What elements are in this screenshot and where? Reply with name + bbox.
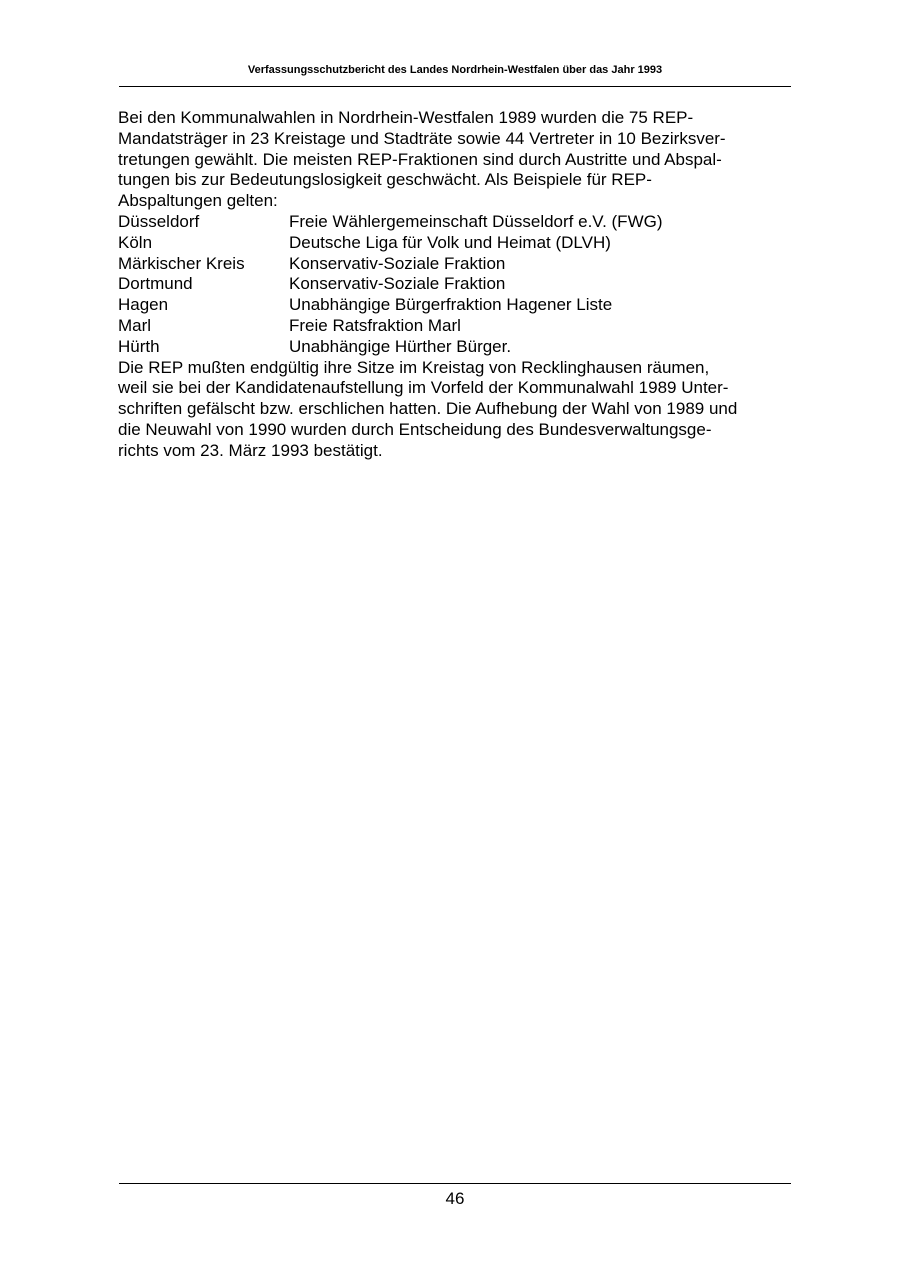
group-cell: Freie Ratsfraktion Marl	[289, 315, 461, 335]
place-cell: Hagen	[118, 295, 169, 315]
place-cell: Düsseldorf	[118, 211, 200, 231]
table-row	[118, 295, 663, 316]
footer-rule	[119, 1183, 791, 1184]
group-cell: Freie Wählergemeinschaft Düsseldorf e.V. (FWG)	[289, 211, 663, 231]
table-row	[118, 274, 663, 295]
place-cell: Marl	[118, 315, 152, 335]
group-cell: Deutsche Liga für Volk und Heimat (DLVH)	[289, 232, 611, 252]
group-cell: Konservativ-Soziale Fraktion	[289, 253, 506, 273]
table-row	[118, 233, 663, 254]
group-cell: Konservativ-Soziale Fraktion	[289, 274, 506, 294]
running-header: Verfassungsschutzbericht des Landes Nordrhein-Westfalen über das Jahr 1993	[247, 64, 663, 76]
text-line: die Neuwahl von 1990 wurden durch Entscheidung des Bundesverwaltungsge-	[118, 419, 712, 439]
splinter-groups-table	[118, 212, 663, 358]
text-line: weil sie bei der Kandidatenaufstellung im Vorfeld der Kommunalwahl 1989 Unter-	[118, 378, 729, 398]
table-row	[118, 337, 663, 358]
text-line: Abspaltungen gelten:	[118, 191, 278, 211]
text-line: tungen bis zur Bedeutungslosigkeit geschwächt. Als Beispiele für REP-	[118, 170, 652, 190]
text-line: richts vom 23. März 1993 bestätigt.	[118, 440, 383, 460]
body-text	[118, 108, 798, 462]
place-cell: Dortmund	[118, 274, 193, 294]
group-cell: Unabhängige Bürgerfraktion Hagener Liste	[289, 295, 613, 315]
place-cell: Köln	[118, 232, 153, 252]
intro-paragraph	[118, 108, 798, 212]
place-cell: Hürth	[118, 336, 160, 356]
page-number: 46	[445, 1189, 465, 1208]
table-row	[118, 212, 663, 233]
header-rule	[119, 86, 791, 87]
table-row	[118, 316, 663, 337]
closing-paragraph	[118, 358, 798, 462]
group-cell: Unabhängige Hürther Bürger.	[289, 336, 512, 356]
text-line: Bei den Kommunalwahlen in Nordrhein-Westfalen 1989 wurden die 75 REP-	[118, 108, 694, 127]
place-cell: Märkischer Kreis	[118, 253, 245, 273]
table-row	[118, 254, 663, 275]
text-line: Die REP mußten endgültig ihre Sitze im Kreistag von Recklinghausen räumen,	[118, 357, 710, 377]
text-line: schriften gefälscht bzw. erschlichen hatten. Die Aufhebung der Wahl von 1989 und	[118, 399, 738, 419]
text-line: tretungen gewählt. Die meisten REP-Fraktionen sind durch Austritte und Abspal-	[118, 149, 722, 169]
text-line: Mandatsträger in 23 Kreistage und Stadträte sowie 44 Vertreter in 10 Bezirksver-	[118, 128, 726, 148]
